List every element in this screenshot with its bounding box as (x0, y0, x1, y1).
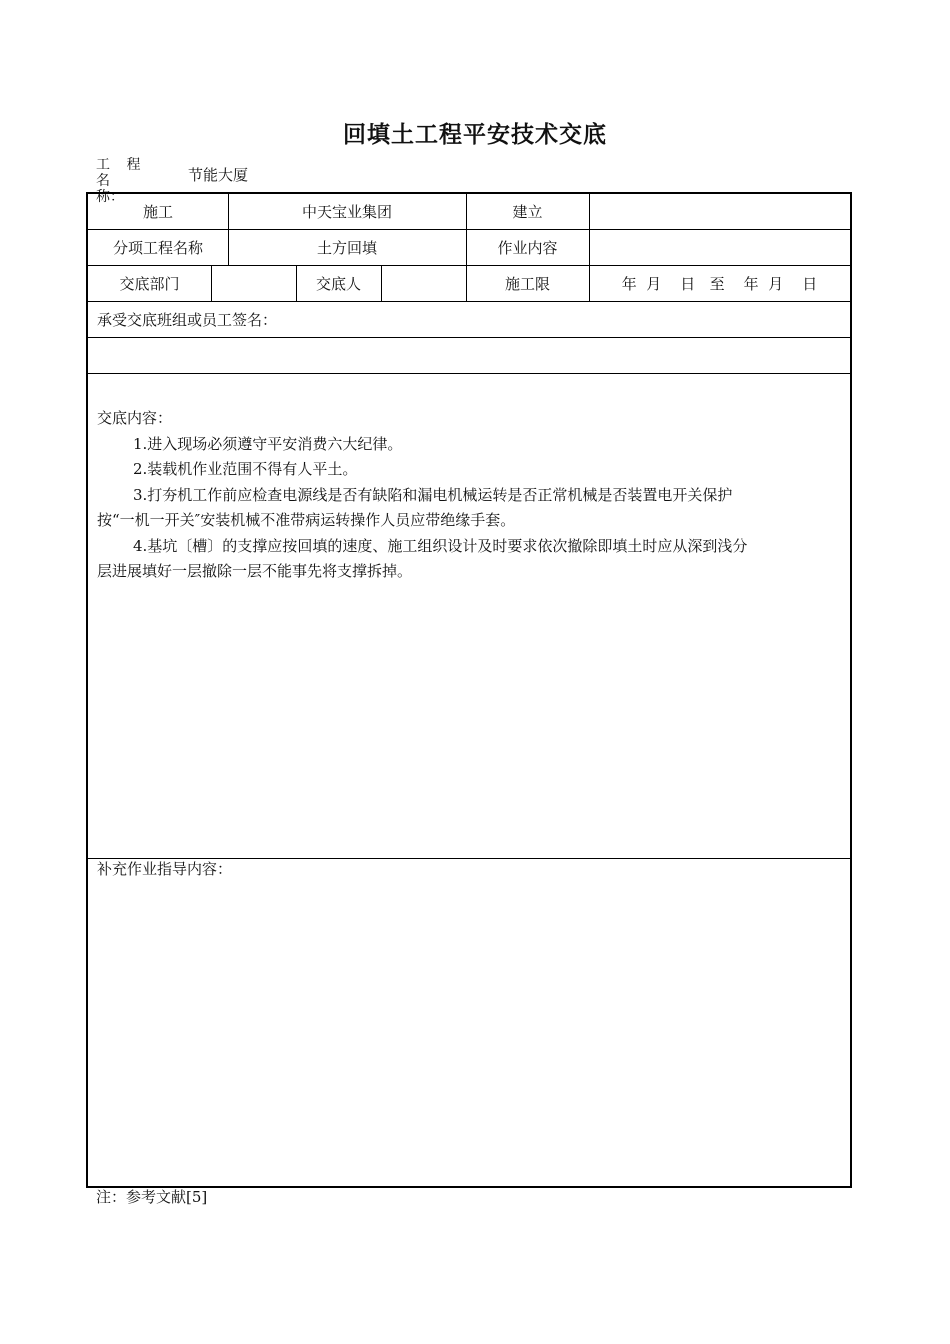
sub-project-name-label: 分项工程名称 (112, 239, 203, 257)
disclosure-department-label: 交底部门 (119, 275, 180, 293)
disclosure-department-value[interactable] (211, 266, 296, 301)
signature-label: 承受交底班组或员工签名： (97, 311, 278, 329)
project-name-label-line2: 称： (96, 189, 124, 205)
construction-period-label: 施工限 (504, 275, 550, 293)
footnote: 注：参考文献[5] (96, 1188, 208, 1206)
sub-project-name-value: 土方回填 (316, 239, 377, 257)
work-content-label: 作业内容 (497, 239, 558, 257)
project-name-label-line1: 工 程 名 (96, 157, 147, 189)
content-item: 3.打夯机工作前应检查电源线是否有缺陷和漏电机械运转是否正常机械是否装置电开关保护 (133, 485, 733, 504)
document-title: 回填土工程平安技术交底 (343, 121, 607, 148)
discloser-label: 交底人 (315, 275, 361, 293)
discloser-value[interactable] (381, 266, 466, 301)
row-divider (88, 373, 850, 374)
content-heading: 交底内容： (97, 409, 173, 427)
content-item: 4.基坑〔槽〕的支撑应按回填的速度、施工组织设计及时要求依次撤除即填土时应从深到浅分 (133, 536, 748, 555)
signature-field[interactable] (88, 338, 850, 373)
disclosure-content (97, 406, 842, 585)
content-item-continued: 层进展填好一层撤除一层不能事先将支撑拆掉。 (97, 562, 413, 580)
construction-label: 施工 (142, 203, 173, 221)
supervision-value[interactable] (589, 194, 850, 229)
content-item-continued: 按“一机一开关″安装机械不准带病运转操作人员应带绝缘手套。 (97, 511, 516, 529)
disclosure-form (86, 192, 852, 1188)
content-item: 2.装载机作业范围不得有人平土。 (133, 460, 358, 478)
construction-unit-value: 中天宝业集团 (301, 203, 392, 221)
supervision-label: 建立 (512, 203, 543, 221)
project-name-value: 节能大厦 (188, 166, 249, 184)
supplement-label: 补充作业指导内容： (97, 860, 233, 878)
construction-period-dates: 年 月 日 至 年 月 日 (621, 275, 818, 293)
content-item: 1.进入现场必须遵守平安消费六大纪律。 (133, 434, 403, 453)
work-content-value[interactable] (589, 230, 850, 265)
